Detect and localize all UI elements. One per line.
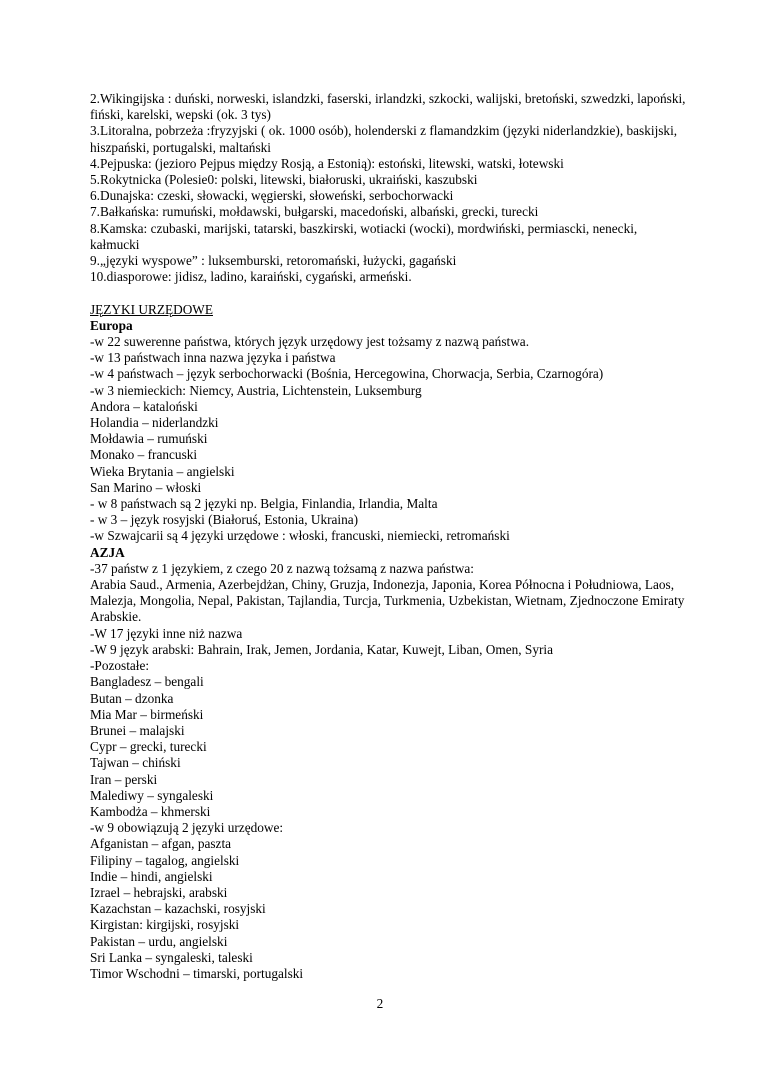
- family-item: 5.Rokytnicka (Polesie0: polski, litewski, białoruski, ukraiński, kaszubski: [90, 172, 478, 188]
- family-item: 9.„języki wyspowe” : luksemburski, retoromański, łużycki, gagański: [90, 253, 457, 269]
- europe-line: Mołdawia – rumuński: [90, 431, 208, 447]
- asia-line: Kirgistan: kirgijski, rosyjski: [90, 917, 240, 933]
- asia-heading: AZJA: [90, 544, 125, 560]
- asia-line: Arabia Saud., Armenia, Azerbejdżan, Chiny, Gruzja, Indonezja, Japonia, Korea Północna i Południowa, Laos, Malezja, Mongolia, Nepal, Pakistan, Tajlandia, Turcja, Turkmenia, Uzbekistan, Wietnam, Zjednoczone Emiraty Arabskie.: [90, 577, 685, 625]
- europe-line: - w 3 – język rosyjski (Białoruś, Estonia, Ukraina): [90, 512, 359, 528]
- family-item: 8.Kamska: czubaski, marijski, tatarski, baszkirski, wotiacki (wocki), mordwiński, permiascki, nenecki, kałmucki: [90, 220, 638, 252]
- page-number: 2: [376, 996, 384, 1011]
- asia-line: Indie – hindi, angielski: [90, 868, 213, 884]
- asia-line: Cypr – grecki, turecki: [90, 739, 207, 755]
- asia-line: Iran – perski: [90, 771, 158, 787]
- europe-line: Wieka Brytania – angielski: [90, 463, 235, 479]
- asia-line: Filipiny – tagalog, angielski: [90, 852, 240, 868]
- europe-line: -w Szwajcarii są 4 języki urzędowe : włoski, francuski, niemiecki, retromański: [90, 528, 510, 544]
- page-content: [90, 91, 690, 982]
- europe-line: - w 8 państwach są 2 języki np. Belgia, Finlandia, Irlandia, Malta: [90, 496, 438, 512]
- asia-list: [90, 561, 690, 982]
- family-item: 2.Wikingijska : duński, norweski, islandzki, faserski, irlandzki, szkocki, walijski, bretoński, szwedzki, lapoński, fiński, karelski, wepski (ok. 3 tys): [90, 91, 686, 123]
- language-families-list: [90, 91, 690, 285]
- asia-line: Izrael – hebrajski, arabski: [90, 884, 228, 900]
- asia-line: Afganistan – afgan, paszta: [90, 836, 232, 852]
- asia-line: Mia Mar – birmeński: [90, 706, 204, 722]
- asia-line: -w 9 obowiązują 2 języki urzędowe:: [90, 820, 284, 836]
- asia-line: Sri Lanka – syngaleski, taleski: [90, 949, 253, 965]
- asia-line: Kazachstan – kazachski, rosyjski: [90, 901, 266, 917]
- asia-line: Tajwan – chiński: [90, 755, 181, 771]
- asia-line: -W 17 języki inne niż nazwa: [90, 625, 243, 641]
- asia-line: Timor Wschodni – timarski, portugalski: [90, 965, 304, 981]
- paragraph-gap: [90, 285, 690, 301]
- family-item: 4.Pejpuska: (jezioro Pejpus między Rosją, a Estonią): estoński, litewski, watski, łotewski: [90, 155, 564, 171]
- asia-line: -37 państw z 1 językiem, z czego 20 z nazwą tożsamą z nazwa państwa:: [90, 560, 474, 576]
- family-item: 3.Litoralna, pobrzeża :fryzyjski ( ok. 1000 osób), holenderski z flamandzkim (języki niderlandzkie), baskijski, hiszpański, portugalski, maltański: [90, 123, 678, 155]
- europe-line: Monako – francuski: [90, 447, 198, 463]
- section-title: JĘZYKI URZĘDOWE: [90, 301, 213, 317]
- asia-line: Bangladesz – bengali: [90, 674, 204, 690]
- europe-line: -w 13 państwach inna nazwa języka i państwa: [90, 350, 336, 366]
- europe-line: -w 3 niemieckich: Niemcy, Austria, Lichtenstein, Luksemburg: [90, 382, 422, 398]
- family-item: 6.Dunajska: czeski, słowacki, węgierski, słoweński, serbochorwacki: [90, 188, 454, 204]
- asia-line: Butan – dzonka: [90, 690, 174, 706]
- europe-line: San Marino – włoski: [90, 479, 202, 495]
- asia-line: -Pozostałe:: [90, 658, 150, 674]
- asia-line: Malediwy – syngaleski: [90, 787, 214, 803]
- europe-line: -w 22 suwerenne państwa, których język urzędowy jest tożsamy z nazwą państwa.: [90, 334, 530, 350]
- asia-line: -W 9 język arabski: Bahrain, Irak, Jemen, Jordania, Katar, Kuwejt, Liban, Omen, Syria: [90, 641, 553, 657]
- europe-heading: Europa: [90, 317, 133, 333]
- asia-line: Pakistan – urdu, angielski: [90, 933, 228, 949]
- asia-line: Brunei – malajski: [90, 722, 185, 738]
- family-item: 7.Bałkańska: rumuński, mołdawski, bułgarski, macedoński, albański, grecki, turecki: [90, 204, 539, 220]
- europe-list: [90, 334, 690, 545]
- family-item: 10.diasporowe: jidisz, ladino, karaiński, cygański, armeński.: [90, 269, 412, 285]
- europe-line: -w 4 państwach – język serbochorwacki (Bośnia, Hercegowina, Chorwacja, Serbia, Czarnogóra): [90, 366, 604, 382]
- europe-line: Andora – kataloński: [90, 398, 198, 414]
- asia-line: Kambodża – khmerski: [90, 803, 211, 819]
- europe-line: Holandia – niderlandzki: [90, 415, 219, 431]
